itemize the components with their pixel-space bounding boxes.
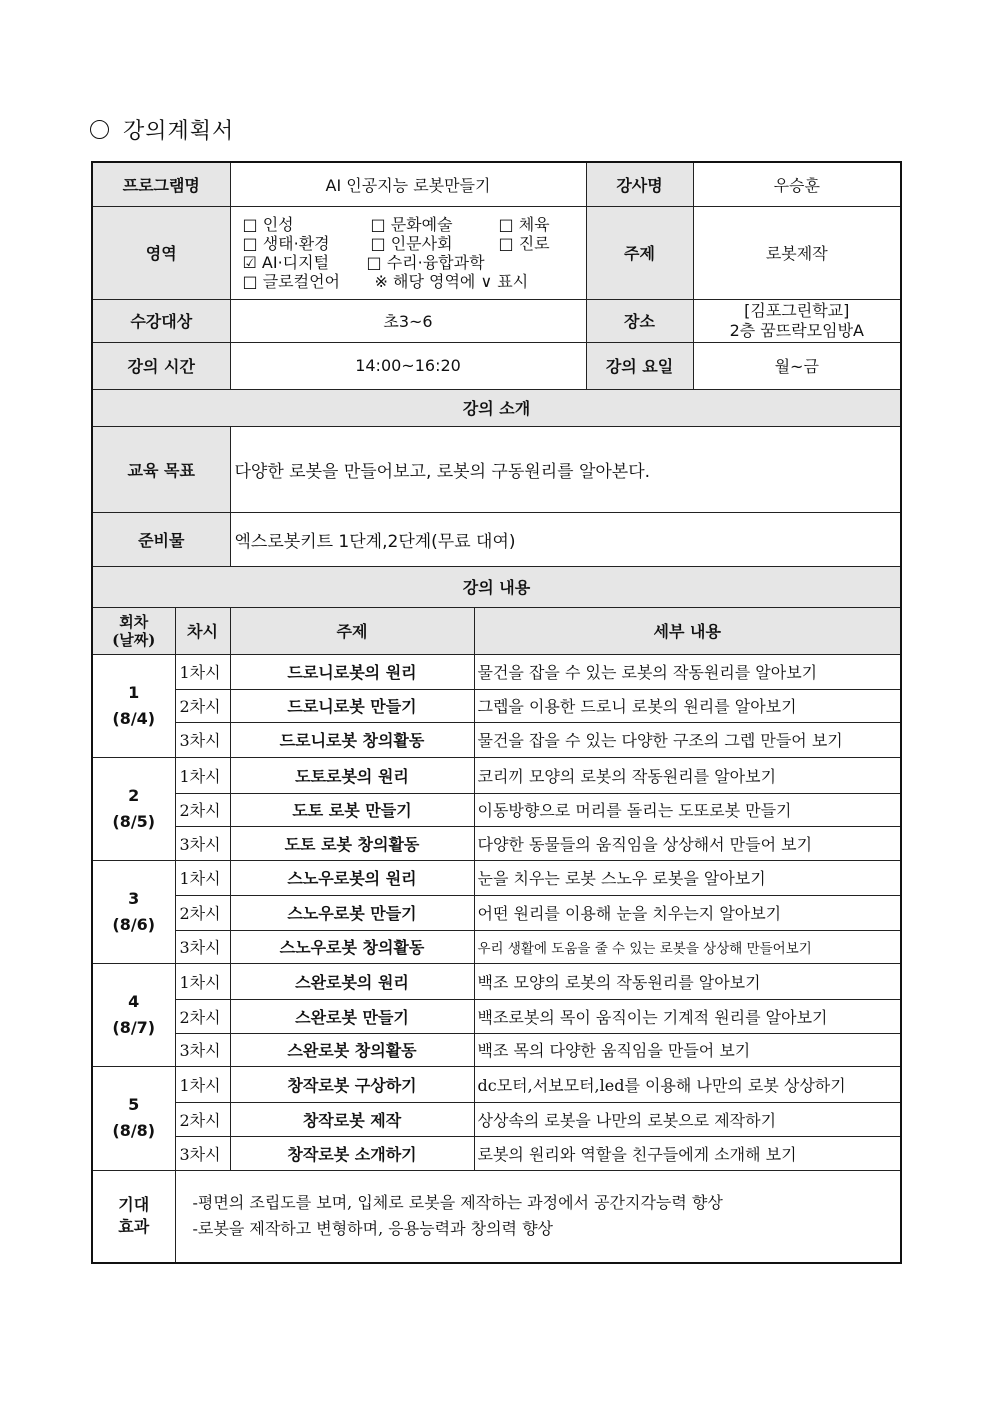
area-option-global-language: □ 글로컬언어 bbox=[242, 271, 340, 291]
table-row bbox=[92, 793, 901, 826]
table-row bbox=[92, 1136, 901, 1170]
place-value bbox=[693, 299, 901, 342]
program-value: AI 인공지능 로봇만들기 bbox=[230, 162, 586, 206]
session-cell: 2차시 bbox=[175, 895, 230, 930]
topic-cell: 도토 로봇 만들기 bbox=[230, 793, 474, 826]
effects-line-2: -로봇을 제작하고 변형하며, 응용능력과 창의력 향상 bbox=[192, 1219, 553, 1239]
round-date: (8/7) bbox=[112, 1017, 156, 1037]
session-cell: 1차시 bbox=[175, 1066, 230, 1102]
table-row bbox=[92, 1033, 901, 1066]
area-checklist bbox=[230, 206, 586, 299]
area-note: ※ 해당 영역에 ∨ 표시 bbox=[374, 271, 529, 291]
time-row bbox=[92, 342, 901, 389]
effects-label-line-2: 효과 bbox=[118, 1217, 150, 1237]
content-header-row bbox=[92, 607, 901, 654]
table-row bbox=[92, 895, 901, 930]
session-cell: 2차시 bbox=[175, 689, 230, 722]
intro-section-row bbox=[92, 389, 901, 426]
target-row bbox=[92, 299, 901, 342]
detail-cell: 이동방향으로 머리를 돌리는 도또로봇 만들기 bbox=[474, 793, 901, 826]
round-date: (8/4) bbox=[112, 708, 156, 728]
topic-cell: 드로니로봇 창의활동 bbox=[230, 722, 474, 757]
topic-cell: 창작로봇 제작 bbox=[230, 1102, 474, 1136]
detail-cell: 그렙을 이용한 드로니 로봇의 원리를 알아보기 bbox=[474, 689, 901, 722]
round-header-line-1: 회차 bbox=[119, 612, 149, 631]
place-label: 장소 bbox=[586, 299, 693, 342]
place-line-1: [김포그린학교] bbox=[744, 300, 850, 320]
time-label: 강의 시간 bbox=[92, 342, 230, 389]
topic-cell: 스노우로봇 창의활동 bbox=[230, 930, 474, 963]
table-row bbox=[92, 999, 901, 1033]
area-option-ecology: □ 생태·환경 bbox=[242, 233, 330, 253]
table-row bbox=[92, 1102, 901, 1136]
detail-cell: 백조로봇의 목이 움직이는 기계적 원리를 알아보기 bbox=[474, 999, 901, 1033]
area-option-arts: □ 문화예술 bbox=[370, 214, 453, 234]
detail-cell: dc모터,서보모터,led를 이용해 나만의 로봇 상상하기 bbox=[474, 1066, 901, 1102]
session-column-header: 차시 bbox=[175, 607, 230, 654]
circle-bullet-icon bbox=[90, 120, 109, 139]
session-cell: 1차시 bbox=[175, 654, 230, 689]
goal-label: 교육 목표 bbox=[92, 426, 230, 512]
topic-cell: 창작로봇 소개하기 bbox=[230, 1136, 474, 1170]
session-cell: 3차시 bbox=[175, 1136, 230, 1170]
supplies-row bbox=[92, 512, 901, 566]
topic-cell: 도토 로봇 창의활동 bbox=[230, 826, 474, 860]
supplies-value: 엑스로봇키트 1단계,2단계(무료 대여) bbox=[230, 512, 901, 566]
detail-cell: 백조 모양의 로봇의 작동원리를 알아보기 bbox=[474, 963, 901, 999]
subject-label: 주제 bbox=[586, 206, 693, 299]
document-title-text: 강의계획서 bbox=[123, 119, 235, 144]
table-row bbox=[92, 689, 901, 722]
detail-cell: 백조 목의 다양한 움직임을 만들어 보기 bbox=[474, 1033, 901, 1066]
topic-cell: 스노우로봇의 원리 bbox=[230, 860, 474, 895]
table-row bbox=[92, 826, 901, 860]
area-option-math-science: □ 수리·융합과학 bbox=[366, 252, 485, 272]
effects-row bbox=[92, 1170, 901, 1263]
area-option-character: □ 인성 bbox=[242, 214, 294, 234]
table-row bbox=[92, 654, 901, 689]
topic-cell: 드로니로봇의 원리 bbox=[230, 654, 474, 689]
session-cell: 3차시 bbox=[175, 930, 230, 963]
detail-cell: 어떤 원리를 이용해 눈을 치우는지 알아보기 bbox=[474, 895, 901, 930]
time-value: 14:00~16:20 bbox=[230, 342, 586, 389]
detail-cell: 우리 생활에 도움을 줄 수 있는 로봇을 상상해 만들어보기 bbox=[474, 930, 901, 963]
detail-cell: 상상속의 로봇을 나만의 로봇으로 제작하기 bbox=[474, 1102, 901, 1136]
session-cell: 3차시 bbox=[175, 826, 230, 860]
area-option-pe: □ 체육 bbox=[498, 214, 550, 234]
program-row bbox=[92, 162, 901, 206]
topic-cell: 스완로봇 창의활동 bbox=[230, 1033, 474, 1066]
detail-cell: 눈을 치우는 로봇 스노우 로봇을 알아보기 bbox=[474, 860, 901, 895]
round-header-line-2: (날짜) bbox=[112, 630, 156, 649]
table-row bbox=[92, 722, 901, 757]
round-cell-3 bbox=[92, 860, 175, 963]
round-date: (8/8) bbox=[112, 1121, 156, 1140]
topic-cell: 창작로봇 구상하기 bbox=[230, 1066, 474, 1102]
table-row bbox=[92, 963, 901, 999]
area-row bbox=[92, 206, 901, 299]
table-row bbox=[92, 860, 901, 895]
topic-cell: 스완로봇의 원리 bbox=[230, 963, 474, 999]
session-cell: 2차시 bbox=[175, 999, 230, 1033]
supplies-label: 준비물 bbox=[92, 512, 230, 566]
detail-cell: 물건을 잡을 수 있는 다양한 구조의 그렙 만들어 보기 bbox=[474, 722, 901, 757]
effects-label-line-1: 기대 bbox=[118, 1195, 150, 1215]
effects-label bbox=[92, 1170, 175, 1263]
goal-value: 다양한 로봇을 만들어보고, 로봇의 구동원리를 알아본다. bbox=[230, 426, 901, 512]
detail-cell: 물건을 잡을 수 있는 로봇의 작동원리를 알아보기 bbox=[474, 654, 901, 689]
effects-line-1: -평면의 조립도를 보며, 입체로 로봇을 제작하는 과정에서 공간지각능력 향상 bbox=[192, 1193, 723, 1213]
table-row bbox=[92, 930, 901, 963]
day-value: 월~금 bbox=[693, 342, 901, 389]
document-title bbox=[90, 114, 234, 145]
topic-cell: 도토로봇의 원리 bbox=[230, 757, 474, 793]
place-line-2: 2층 꿈뜨락모임방A bbox=[729, 320, 864, 340]
round-column-header bbox=[92, 607, 175, 654]
topic-cell: 스완로봇 만들기 bbox=[230, 999, 474, 1033]
round-cell-5 bbox=[92, 1066, 175, 1170]
day-label: 강의 요일 bbox=[586, 342, 693, 389]
effects-content bbox=[175, 1170, 901, 1263]
lecture-plan-table bbox=[91, 161, 902, 1264]
round-cell-4 bbox=[92, 963, 175, 1066]
content-section-row bbox=[92, 566, 901, 607]
session-cell: 1차시 bbox=[175, 963, 230, 999]
target-value: 초3~6 bbox=[230, 299, 586, 342]
area-option-humanities: □ 인문사회 bbox=[370, 233, 453, 253]
topic-column-header: 주제 bbox=[230, 607, 474, 654]
content-section-title: 강의 내용 bbox=[92, 566, 901, 607]
intro-section-title: 강의 소개 bbox=[92, 389, 901, 426]
area-option-career: □ 진로 bbox=[498, 233, 550, 253]
round-number: 2 bbox=[128, 785, 140, 805]
table-row bbox=[92, 1066, 901, 1102]
session-cell: 1차시 bbox=[175, 860, 230, 895]
round-date: (8/5) bbox=[112, 811, 156, 831]
instructor-value: 우승훈 bbox=[693, 162, 901, 206]
table-row bbox=[92, 757, 901, 793]
detail-cell: 로봇의 원리와 역할을 친구들에게 소개해 보기 bbox=[474, 1136, 901, 1170]
round-number: 4 bbox=[128, 991, 140, 1011]
round-date: (8/6) bbox=[112, 914, 156, 934]
session-cell: 2차시 bbox=[175, 793, 230, 826]
round-number: 3 bbox=[128, 888, 140, 908]
topic-cell: 스노우로봇 만들기 bbox=[230, 895, 474, 930]
program-label: 프로그램명 bbox=[92, 162, 230, 206]
subject-value: 로봇제작 bbox=[693, 206, 901, 299]
target-label: 수강대상 bbox=[92, 299, 230, 342]
area-label: 영역 bbox=[92, 206, 230, 299]
round-number: 1 bbox=[128, 682, 140, 702]
detail-cell: 코리끼 모양의 로봇의 작동원리를 알아보기 bbox=[474, 757, 901, 793]
detail-cell: 다양한 동물들의 움직임을 상상해서 만들어 보기 bbox=[474, 826, 901, 860]
instructor-label: 강사명 bbox=[586, 162, 693, 206]
detail-column-header: 세부 내용 bbox=[474, 607, 901, 654]
session-cell: 2차시 bbox=[175, 1102, 230, 1136]
round-cell-2 bbox=[92, 757, 175, 860]
session-cell: 1차시 bbox=[175, 757, 230, 793]
topic-cell: 드로니로봇 만들기 bbox=[230, 689, 474, 722]
round-cell-1 bbox=[92, 654, 175, 757]
session-cell: 3차시 bbox=[175, 1033, 230, 1066]
session-cell: 3차시 bbox=[175, 722, 230, 757]
round-number: 5 bbox=[128, 1095, 140, 1114]
goal-row bbox=[92, 426, 901, 512]
area-option-ai-digital: ☑ AI·디지털 bbox=[242, 252, 330, 272]
